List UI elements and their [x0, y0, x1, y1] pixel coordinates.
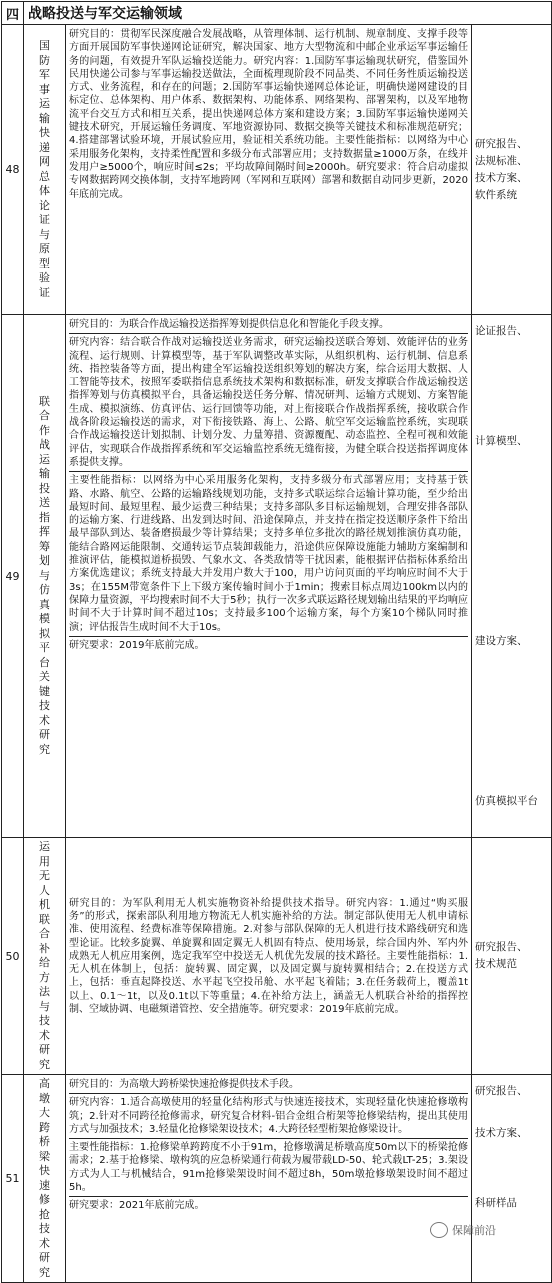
deliverables: [472, 838, 552, 1075]
title-character: 验: [39, 271, 50, 284]
title-character: 研: [39, 728, 50, 742]
project-description: [66, 25, 472, 315]
title-character: 型: [39, 256, 50, 270]
table-row: [2, 315, 552, 838]
title-character: 拟: [39, 626, 50, 640]
title-character: 挥: [39, 525, 50, 539]
title-character: 技: [39, 1222, 50, 1235]
row-number: 49: [2, 315, 24, 838]
title-character: 网: [39, 155, 50, 168]
title-character: 梁: [39, 1149, 50, 1163]
title-character: 运: [39, 452, 50, 466]
title-character: 送: [39, 496, 50, 510]
section-number: 四: [2, 2, 24, 25]
row-number: 48: [2, 25, 24, 315]
paragraph: 研究目的：为军队利用无人机实施物资补给提供技术指导。研究内容：1.通过“购买服务”的形式，探索部队利用地方物流无人机实施补给的方法。制定部队使用无人机申请标准、使用流程、经费标准等保障措施。2.对参与部队保障的无人机进行技术路线研究和选型论证。比较多旋翼、单旋翼和固定翼无人机固有特点、使用场景，综合国内外、军内外成熟无人机应用案例，选定我军空中投送无人机优先发展的技术路径。主要性能指标：1.无人机在体制上，包括：旋转翼、固定翼，以及固定翼与旋转翼相结合；2.在投送方式上，包括：垂直起降投送、水平起飞空投吊舱、水平起飞着陆；3.在任务载荷上，覆盖1t以上、0.1～1t，以及0.1t以下等重量；4.在补给方法上，涵盖无人机联合补给的指挥控制、空域协调、电磁频谱管控、安全措施等。研究要求：2019年底前完成。: [69, 897, 468, 1016]
title-character: 战: [39, 438, 50, 452]
deliverable-item: 技术方案、: [475, 1127, 528, 1139]
title-character: 墩: [39, 1091, 50, 1105]
deliverable-item: 研究报告、: [475, 1085, 528, 1097]
title-character: 平: [39, 641, 50, 655]
wechat-icon: [430, 1222, 448, 1238]
title-character: 筹: [39, 539, 50, 553]
row-number: 51: [2, 1075, 24, 1283]
title-character: 输: [39, 111, 50, 125]
title-character: 机: [39, 898, 50, 911]
title-character: 究: [39, 742, 50, 756]
title-character: 大: [39, 1106, 50, 1119]
title-character: 快: [39, 126, 50, 139]
title-character: 划: [39, 554, 50, 568]
title-character: 指: [39, 510, 50, 524]
table-row: [2, 838, 552, 1075]
title-character: 补: [39, 941, 50, 955]
title-character: 合: [39, 409, 50, 423]
title-character: 国: [39, 39, 50, 52]
table-row: [2, 1075, 552, 1283]
deliverables: [472, 25, 552, 315]
title-character: 快: [39, 1164, 50, 1177]
title-character: 总: [39, 169, 50, 183]
title-character: 给: [39, 956, 50, 969]
title-character: 递: [39, 140, 50, 154]
deliverable-item: 仿真模拟平台: [475, 795, 538, 807]
row-number: 50: [2, 838, 24, 1075]
title-character: 体: [39, 184, 50, 197]
title-character: 关: [39, 670, 50, 684]
project-title: [24, 25, 66, 315]
title-character: 事: [39, 82, 50, 96]
title-character: 军: [39, 68, 50, 81]
title-character: 投: [39, 481, 50, 495]
title-character: 联: [39, 394, 50, 408]
title-character: 输: [39, 467, 50, 481]
title-character: 跨: [39, 1120, 50, 1134]
paragraph: 主要性能指标：1.抢修梁单跨跨度不小于91m，抢修墩满足桥墩高度50m以下的桥梁抢修需求；2.基于抢修梁、墩构筑的应急桥梁通行荷载为履带载LD-50、轮式载LT-25；3.架设方式为人工与机械结合，91m抢修梁架设时间不超过8h，50m墩抢修墩架设时间不超过5h。: [69, 1138, 468, 1194]
title-character: 联: [39, 912, 50, 926]
title-character: 法: [39, 985, 50, 998]
paragraph: 研究目的：贯彻军民深度融合发展战略，从管理体制、运行机制、规章制度、支撑手段等方面开展国防军事快递网论证研究，解决国家、地方大型物流和中邮企业承运军事运输任务的问题，有效提升军队运输投送能力。研究内容：1.国防军事运输现状研究，借鉴国外民用快递公司参与军事运输投送做法，全面梳理现阶段不同品类、不同任务性质运输投送方式、业务流程，和存在的问题；2.国防军事运输快递网总体论证，明确快递网建设的目标定位、总体架构、用户体系、数据架构、功能体系、网络架构、部署架构，以及军地物流平台交互方式和相互关系，提出快递网总体方案和建设方案；3.国防军事运输快递网关键技术研究，开展运输任务调度、军地资源协同、数据交换等关键技术和标准规范研究；4.搭建部署试验环境，开展试验应用，验证相关系统功能。主要性能指标：以网络为中心采用服务化架构，支持柔性配置和多级分布式部署应用；支持数据量≥1000万条，在线并发用户≥5000个，响应时间≤2s；平均故障间隔时间≥2000h。研究要求：符合启动虚拟专网数据跨网交换体制，支持军地跨网（军网和互联网）部署和数据自动同步更新，2020年底前完成。: [69, 29, 468, 200]
title-character: 与: [39, 568, 50, 582]
deliverable-item: 技术规范: [475, 958, 517, 970]
title-character: 究: [39, 1057, 50, 1071]
deliverable-item: 研究报告、: [475, 941, 528, 953]
title-character: 研: [39, 1251, 50, 1264]
title-character: 运: [39, 97, 50, 110]
paragraph: 研究要求：2019年底前完成。: [69, 636, 468, 652]
title-character: 速: [39, 1178, 50, 1192]
deliverable-item: 论证报告、: [475, 325, 528, 337]
title-character: 人: [39, 883, 50, 897]
watermark: [430, 1222, 496, 1238]
deliverables: [472, 1075, 552, 1283]
project-title: [24, 315, 66, 838]
title-character: 修: [39, 1193, 50, 1206]
deliverable-item: 计算模型、: [475, 435, 528, 447]
title-character: 技: [39, 699, 50, 713]
deliverable-item: 软件系统: [475, 188, 517, 201]
title-character: 防: [39, 53, 50, 67]
title-character: 与: [39, 227, 50, 241]
deliverable-item: 科研样品: [475, 1197, 517, 1209]
requirements-table: [1, 1, 552, 1283]
project-description: [66, 315, 472, 838]
title-character: 键: [39, 684, 50, 698]
deliverable-item: 建设方案、: [475, 635, 528, 647]
paragraph: 研究要求：2021年底前完成。: [69, 1196, 468, 1212]
title-character: 原: [39, 242, 50, 255]
paragraph: 主要性能指标：以网络为中心采用服务化架构，支持多级分布式部署应用；支持基于铁路、水路、航空、公路的运输路线规划功能，支持多式联运综合运输计算功能，至少给出最短时间、最短里程、最少运费三种结果；支持多部队多目标运输规划，合理安排各部队的运输方案、行进线路、出发到达时间、沿途保障点，并支持在指定投送顺序条件下给出最早部队到达、装备磨损最少等计算结果；支持多单位多批次的路径规划推演仿真功能，能结合路网运能限制、交通转运节点装卸载能力，沿途供应保障设施能力辅助方案编制和推演评估，能模拟道桥损毁、气象水文、各类敌情等干扰因素，能根据评估指标体系给出方案优选建议；系统支持最大并发用户数大于100，用户访问页面的平均响应时间不大于3s；在155M带宽条件下上下级方案传输时间小于1min；搜索目标点周边100km以内的保障力量资源，平均搜索时间不大于5秒；执行一次多式联运路径规划输出结果的平均响应时间不大于计算时间不超过10s；支持最多100个运输方案，每个方案10个梯队同时推演；评估报告生成时间不大于10s。: [69, 471, 468, 634]
project-description: [66, 838, 472, 1075]
title-character: 术: [39, 1028, 50, 1042]
title-character: 无: [39, 869, 50, 882]
title-character: 仿: [39, 583, 50, 597]
title-character: 用: [39, 854, 50, 868]
title-character: 台: [39, 655, 50, 669]
title-character: 证: [39, 285, 50, 299]
section-header-row: [2, 2, 552, 25]
title-character: 技: [39, 1014, 50, 1027]
title-character: 术: [39, 1236, 50, 1250]
title-character: 桥: [39, 1135, 50, 1148]
title-character: 究: [39, 1265, 50, 1279]
project-description: [66, 1075, 472, 1283]
title-character: 作: [39, 423, 50, 437]
section-title: 战略投送与军交运输领域: [24, 2, 552, 25]
deliverable-item: 研究报告、: [475, 137, 528, 150]
paragraph: 研究目的：为高墩大跨桥梁快速抢修提供技术手段。: [69, 1079, 299, 1090]
title-character: 抢: [39, 1207, 50, 1221]
title-character: 方: [39, 970, 50, 984]
title-character: 证: [39, 213, 50, 226]
title-character: 论: [39, 198, 50, 212]
table-row: [2, 25, 552, 315]
deliverable-item: 技术方案、: [475, 171, 528, 184]
title-character: 运: [39, 840, 50, 853]
project-title: [24, 838, 66, 1075]
deliverable-item: 法规标准、: [475, 154, 528, 167]
title-character: 合: [39, 927, 50, 940]
paragraph: 研究内容：结合联合作战对运输投送业务需求，研究运输投送联合筹划、效能评估的业务流程、运行规则、计算模型等，基于军队调整改革实际，从组织机构、运行机制、信息系统、指控装备等方面，提出构建全军运输投送组织筹划的解决方案，综合运用大数据、人工智能等技术，按照军委联指信息系统技术架构和数据标准，研发支撑联合作战运输投送指挥筹划与仿真模拟平台，具备运输投送任务分解、情况研判、运输方式规划、方案智能生成、模拟演练、仿真评估、运行回馈等功能，对上衔接联合作战指挥系统，接收联合作战各阶段运输投送的需求，对下衔接铁路、海上、公路、航空军交运输监控系统，实现联合作战运输投送计划拟制、计划分发、力量筹措、资源覆配、动态监控、全程可视和效能评估，实现联合作战指挥系统和军交运输监控系统无缝衔接，为健全联合投送指挥调度体系提供支撑。: [69, 333, 468, 469]
paragraph: 研究目的：为联合作战运输投送指挥筹划提供信息化和智能化手段支撑。: [69, 319, 389, 330]
title-character: 高: [39, 1077, 50, 1090]
title-character: 与: [39, 999, 50, 1013]
title-character: 研: [39, 1043, 50, 1056]
watermark-text: 保障前沿: [452, 1224, 496, 1237]
title-character: 模: [39, 612, 50, 626]
paragraph: 研究内容：1.适合高墩使用的轻量化结构形式与快速连接技术，实现轻量化快速抢修墩构筑；2.针对不同跨径抢修需求，研究复合材料-铝合金组合桁架等抢修梁结构，提出其使用方式与加强技术；3.轻量化抢修梁架设技术；4.大跨径轻型桁架抢修梁设计。: [69, 1093, 468, 1136]
title-character: 真: [39, 597, 50, 611]
deliverables: [472, 315, 552, 838]
title-character: 术: [39, 713, 50, 727]
project-title: [24, 1075, 66, 1283]
